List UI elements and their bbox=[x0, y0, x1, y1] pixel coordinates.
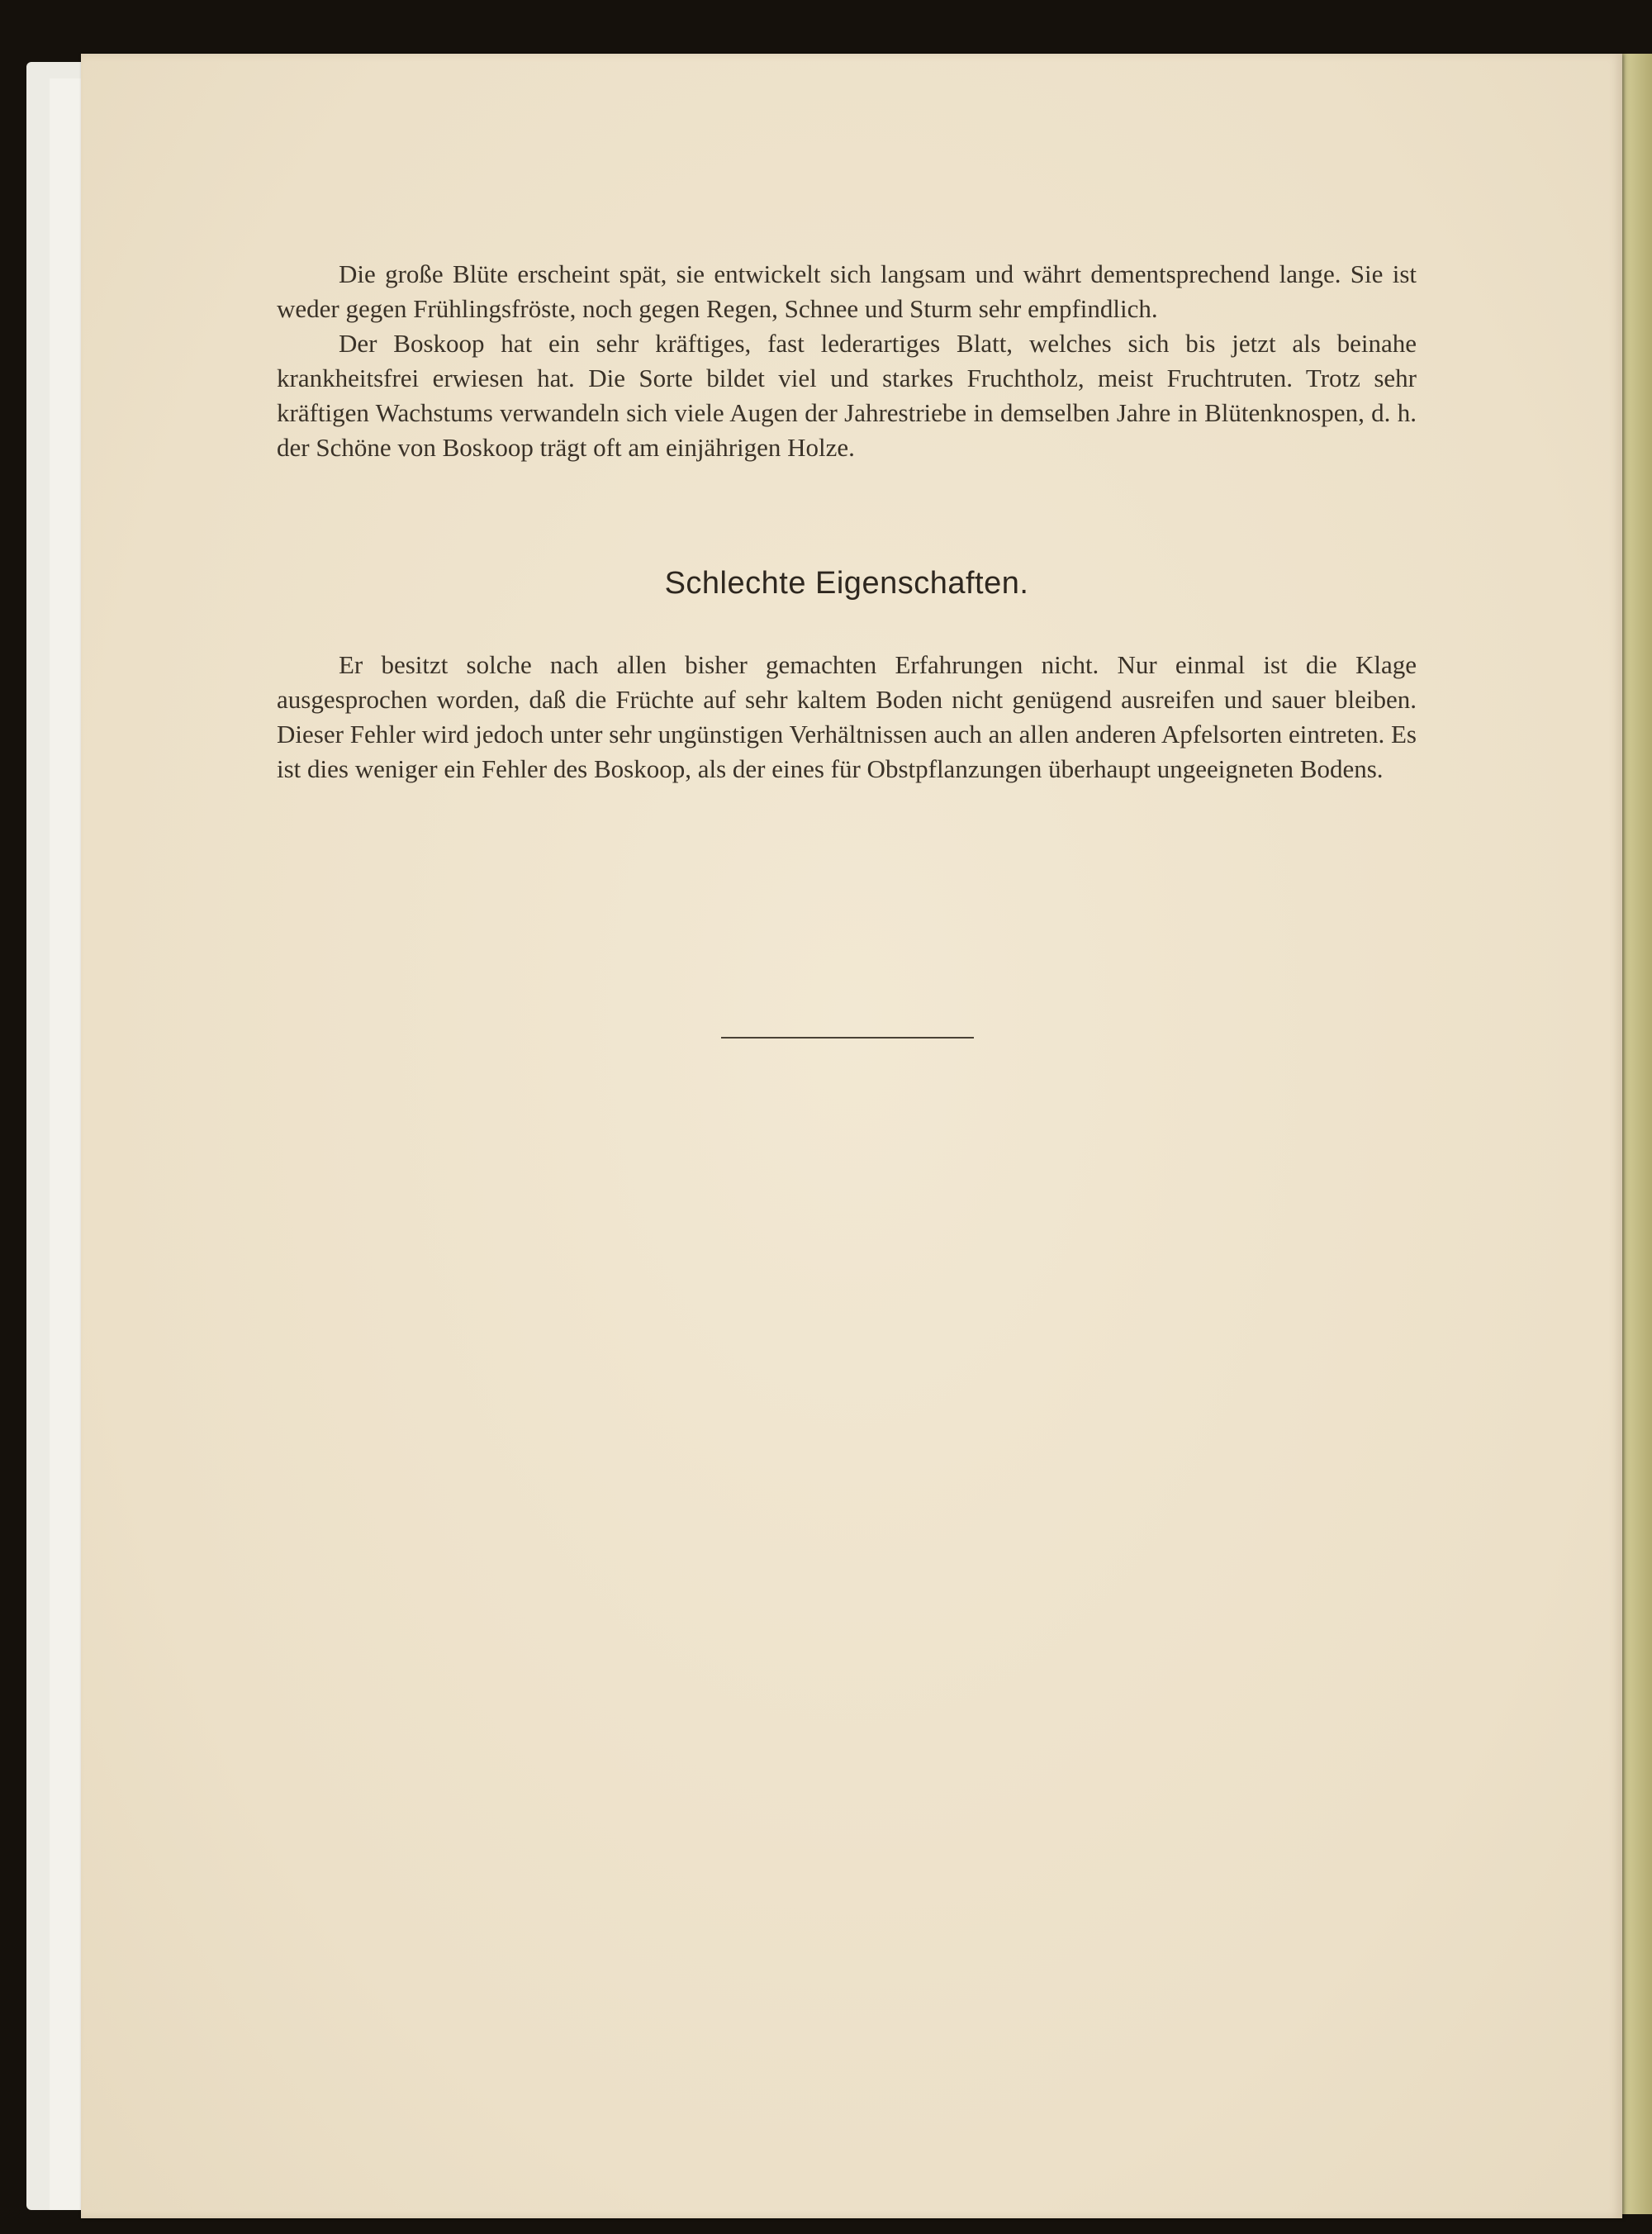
text-section-bottom bbox=[277, 648, 1417, 787]
text-section-top bbox=[277, 257, 1417, 465]
paragraph: Er besitzt solche nach allen bisher gemachten Erfahrungen nicht. Nur einmal ist die Klage ausgesprochen worden, daß die Früchte auf sehr kaltem Boden nicht genügend ausreifen und sauer bleiben. Dieser Fehler wird jedoch unter sehr ungünstigen Verhältnissen auch an allen anderen Apfelsorten eintreten. Es ist dies weniger ein Fehler des Boskoop, als der eines für Obstpflanzungen überhaupt ungeeigneten Bodens. bbox=[277, 650, 1417, 783]
end-rule-divider bbox=[721, 1037, 974, 1039]
document-page bbox=[81, 54, 1622, 2218]
paragraph: Die große Blüte erscheint spät, sie entwickelt sich langsam und währt dementsprechend lange. Sie ist weder gegen Frühlingsfröste, noch gegen Regen, Schnee und Sturm sehr empfindlich. bbox=[277, 259, 1417, 323]
section-heading: Schlechte Eigenschaften. bbox=[664, 566, 1029, 601]
paragraph: Der Boskoop hat ein sehr kräftiges, fast lederartiges Blatt, welches sich bis jetzt als beinahe krankheitsfrei erwiesen hat. Die Sorte bildet viel und starkes Fruchtholz, meist Fruchtruten. Trotz sehr kräftigen Wachstums verwandeln sich viele Augen der Jahrestriebe in demselben Jahre in Blütenknospen, d. h. der Schöne von Boskoop trägt oft am einjährigen Holze. bbox=[277, 329, 1417, 462]
